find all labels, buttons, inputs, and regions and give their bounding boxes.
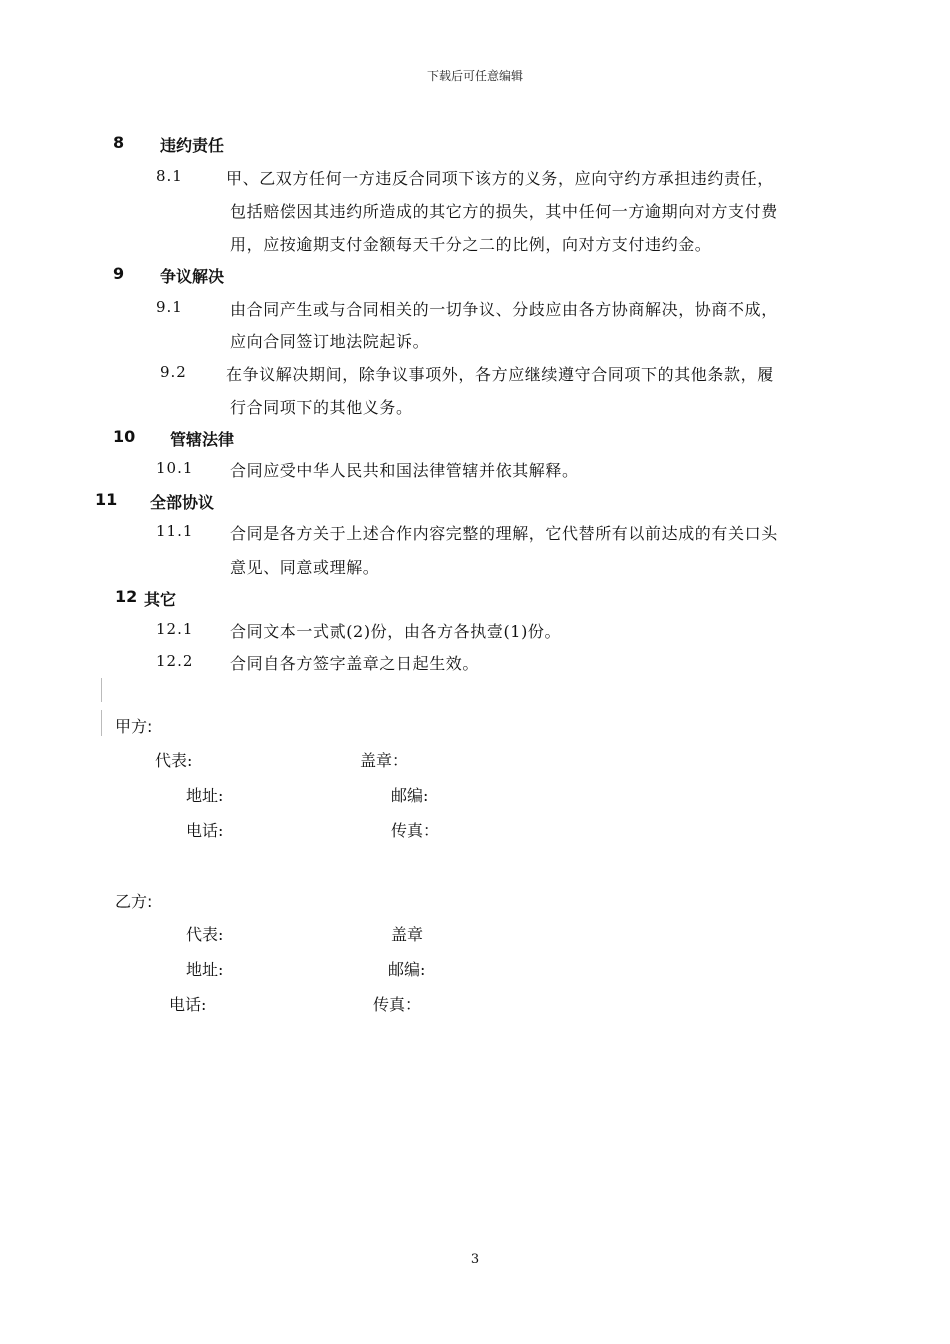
clause-12-1-number: 12.1 — [156, 620, 194, 638]
party-a-postcode-label: 邮编: — [391, 786, 429, 805]
section-8-title: 违约责任 — [160, 136, 225, 155]
section-12-number: 12 — [115, 587, 138, 606]
clause-10-1-number: 10.1 — [156, 459, 194, 477]
clause-8-1-line-1: 甲、乙双方任何一方违反合同项下该方的义务，应向守约方承担违约责任， — [226, 169, 774, 188]
clause-12-2-number: 12.2 — [156, 652, 194, 670]
clause-12-2-line-1: 合同自各方签字盖章之日起生效。 — [230, 654, 480, 673]
party-b-phone-label: 电话: — [169, 995, 207, 1014]
party-a-fax-label: 传真： — [391, 821, 440, 840]
party-b-seal-label: 盖章 — [391, 925, 424, 944]
section-9-number: 9 — [113, 264, 125, 283]
clause-9-2-line-1: 在争议解决期间，除争议事项外，各方应继续遵守合同项下的其他条款，履 — [226, 365, 774, 384]
clause-9-2-number: 9.2 — [160, 363, 187, 381]
party-b-postcode-label: 邮编: — [388, 960, 426, 979]
page-header: 下载后可任意编辑 — [426, 69, 523, 83]
clause-8-1-line-2: 包括赔偿因其违约所造成的其它方的损失，其中任何一方逾期向对方支付费 — [230, 202, 778, 221]
section-10-title: 管辖法律 — [170, 430, 235, 449]
clause-8-1-line-3: 用，应按逾期支付金额每天千分之二的比例，向对方支付违约金。 — [230, 235, 712, 254]
clause-9-2-line-2: 行合同项下的其他义务。 — [230, 398, 413, 417]
clause-11-1-number: 11.1 — [156, 522, 194, 540]
clause-9-1-number: 9.1 — [156, 298, 183, 316]
section-8-number: 8 — [113, 133, 125, 152]
clause-8-1-number: 8.1 — [156, 167, 183, 185]
party-a-seal-label: 盖章： — [360, 751, 409, 770]
party-b-fax-label: 传真： — [373, 995, 422, 1014]
party-b-label: 乙方: — [115, 892, 153, 911]
party-a-rep-label: 代表: — [155, 751, 193, 770]
section-9-title: 争议解决 — [160, 267, 225, 286]
clause-12-1-line-1: 合同文本一式贰(2)份，由各方各执壹(1)份。 — [230, 622, 562, 641]
margin-marker-line — [101, 678, 102, 702]
section-11-title: 全部协议 — [150, 493, 215, 512]
page-number: 3 — [470, 1252, 480, 1267]
clause-11-1-line-1: 合同是各方关于上述合作内容完整的理解，它代替所有以前达成的有关口头 — [230, 524, 778, 543]
section-11-number: 11 — [95, 490, 118, 509]
section-12-title: 其它 — [144, 590, 177, 609]
clause-11-1-line-2: 意见、同意或理解。 — [230, 558, 380, 577]
party-b-address-label: 地址: — [186, 960, 224, 979]
section-10-number: 10 — [113, 427, 136, 446]
party-a-label: 甲方: — [115, 717, 153, 736]
clause-10-1-line-1: 合同应受中华人民共和国法律管辖并依其解释。 — [230, 461, 579, 480]
clause-9-1-line-2: 应向合同签订地法院起诉。 — [230, 332, 430, 351]
clause-9-1-line-1: 由合同产生或与合同相关的一切争议、分歧应由各方协商解决，协商不成， — [230, 300, 778, 319]
party-a-address-label: 地址: — [186, 786, 224, 805]
party-b-rep-label: 代表: — [186, 925, 224, 944]
party-a-phone-label: 电话: — [186, 821, 224, 840]
margin-marker-line — [101, 710, 102, 736]
